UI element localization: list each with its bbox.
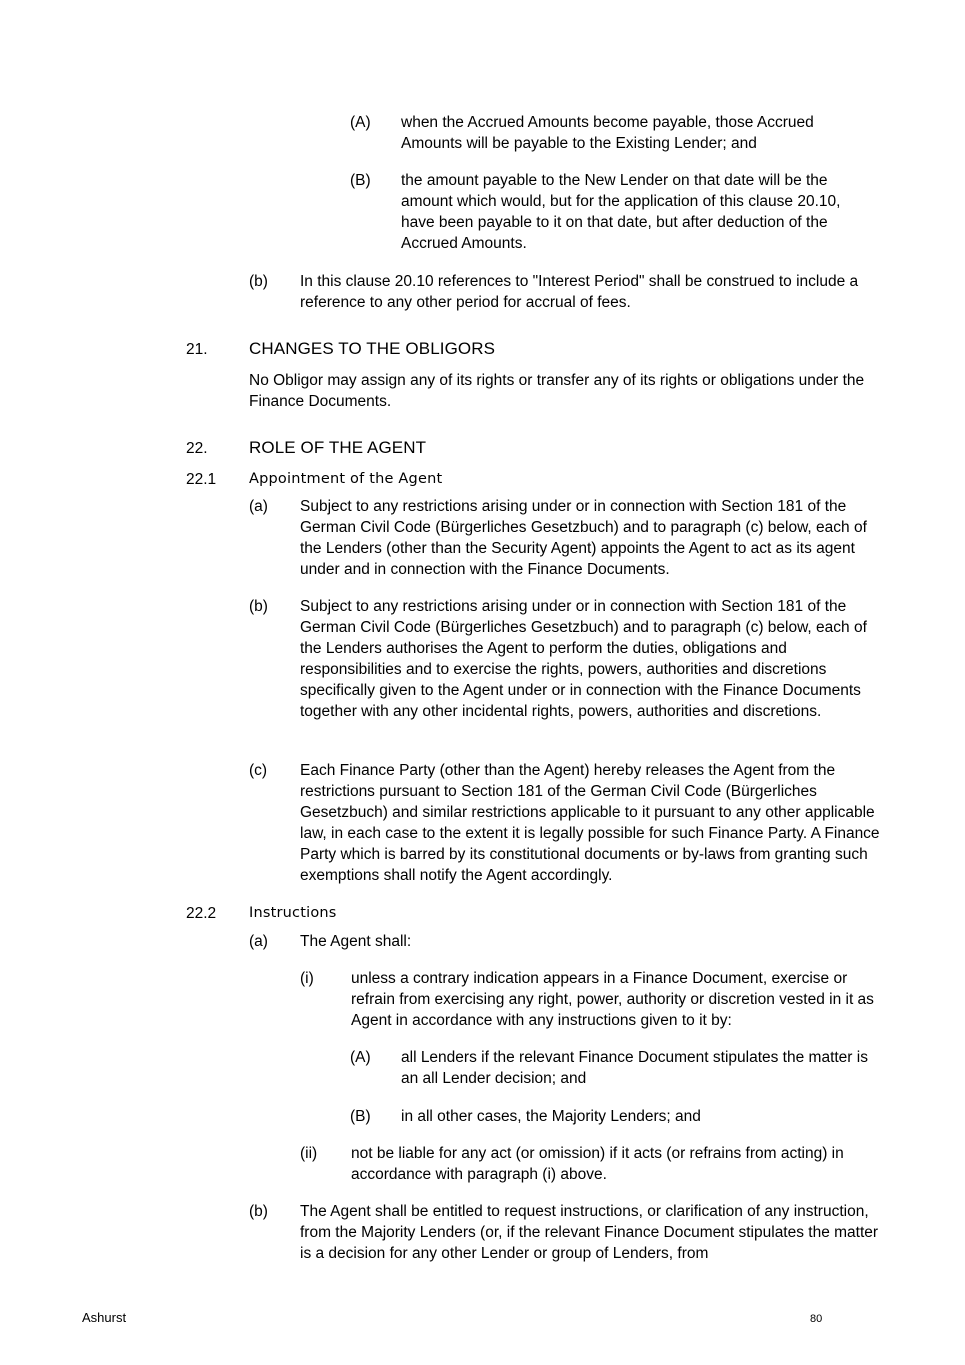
subclause-heading: Instructions — [249, 905, 337, 921]
list-label: (ii) — [300, 1145, 318, 1162]
paragraph-text: Subject to any restrictions arising under or in connection with Section 181 of the German Civil Code (Bürgerliches Gesetzbuch) and to paragraph (c) below, each of the Lenders (other than the Security Agent) appoints the Agent to act as its agent under and in connection with the Finance Documents. — [300, 498, 867, 578]
list-label: (c) — [249, 762, 268, 779]
list-label: (b) — [249, 273, 268, 290]
list-label: (B) — [350, 172, 371, 189]
footer-firm-name: Ashurst — [82, 1310, 127, 1325]
list-label: (b) — [249, 1203, 268, 1220]
paragraph-text: Each Finance Party (other than the Agent) hereby releases the Agent from the restrictions pursuant to Section 181 of the German Civil Code (Bürgerliches Gesetzbuch) and similar restrictions applicable to it pursuant to any other applicable law, in each case to the extent it is legally possible for such Finance Party. A Finance Party which is barred by its constitutional documents or by-laws from granting such exemptions shall notify the Agent accordingly. — [300, 762, 880, 884]
list-label: (A) — [350, 114, 371, 131]
clause-heading: CHANGES TO THE OBLIGORS — [249, 339, 496, 358]
paragraph-text: in all other cases, the Majority Lenders; and — [401, 1108, 701, 1125]
list-label: (i) — [300, 970, 314, 987]
paragraph-text: the amount payable to the New Lender on that date will be the amount which would, but for the application of this clause 20.10, have been payable to it on that date, but after deduction of the Accrued Amounts. — [401, 172, 841, 252]
list-label: (a) — [249, 498, 268, 515]
list-label: (B) — [350, 1108, 371, 1125]
list-label: (a) — [249, 933, 268, 950]
paragraph-text: not be liable for any act (or omission) if it acts (or refrains from acting) in accordance with paragraph (i) above. — [351, 1145, 844, 1183]
paragraph-text: all Lenders if the relevant Finance Document stipulates the matter is an all Lender decision; and — [401, 1049, 868, 1087]
clause-number: 22. — [186, 440, 208, 457]
clause-heading: ROLE OF THE AGENT — [249, 438, 427, 457]
page-number: 80 — [810, 1313, 823, 1325]
paragraph-text: No Obligor may assign any of its rights or transfer any of its rights or obligations under the Finance Documents. — [249, 372, 865, 410]
subclause-number: 22.2 — [186, 905, 217, 922]
subclause-heading: Appointment of the Agent — [249, 471, 443, 487]
list-label: (A) — [350, 1049, 371, 1066]
clause-number: 21. — [186, 341, 208, 358]
list-label: (b) — [249, 598, 268, 615]
paragraph-text: The Agent shall be entitled to request instructions, or clarification of any instruction, from the Majority Lenders (or, if the relevant Finance Document stipulates the matter is a decision for any other Lender or group of Lenders, from — [300, 1203, 879, 1262]
paragraph-text: In this clause 20.10 references to "Interest Period" shall be construed to include a reference to any other period for accrual of fees. — [300, 273, 859, 311]
paragraph-text: unless a contrary indication appears in a Finance Document, exercise or refrain from exercising any right, power, authority or discretion vested in it as Agent in accordance with any instructions given to it by: — [351, 970, 874, 1029]
subclause-number: 22.1 — [186, 471, 217, 488]
paragraph-text: The Agent shall: — [300, 933, 412, 950]
paragraph-text: when the Accrued Amounts become payable, those Accrued Amounts will be payable to the Existing Lender; and — [401, 114, 814, 152]
paragraph-text: Subject to any restrictions arising under or in connection with Section 181 of the German Civil Code (Bürgerliches Gesetzbuch) and to paragraph (c) below, each of the Lenders authorises the Agent to perform the duties, obligations and responsibilities and to exercise the rights, powers, authorities and discretions specifically given to the Agent under or in connection with the Finance Documents together with any other incidental rights, powers, authorities and discretions. — [300, 598, 867, 720]
